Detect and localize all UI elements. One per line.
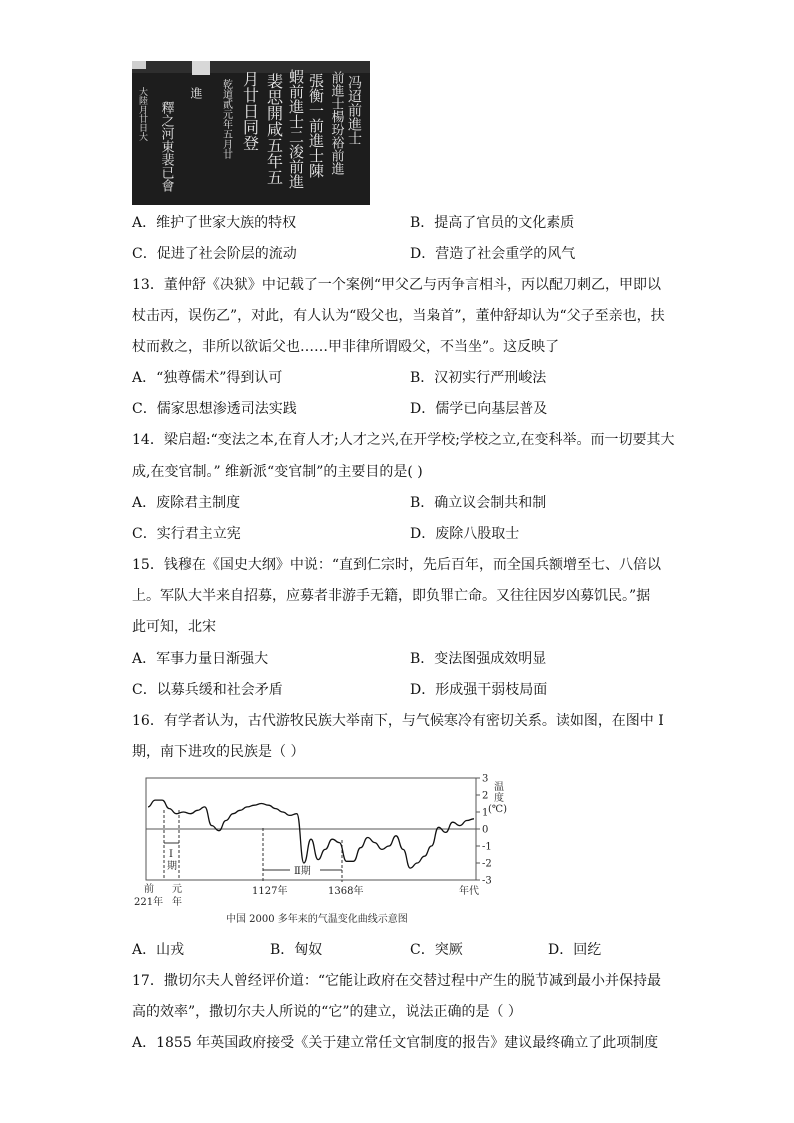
q16-option-c: C．突厥 [410, 942, 463, 958]
x-label-era: 年代 [459, 886, 479, 897]
temperature-chart [132, 770, 512, 930]
y-axis-unit [488, 781, 507, 815]
rubbing-col-9: 釋之河東裴已會 [158, 101, 174, 192]
q17-line-1: 17．撒切尔夫人曾经评价道：“它能让政府在交替过程中产生的脱节减到最小并保持最 [132, 973, 661, 989]
rubbing-col-3: 張衡一前進士陳 [307, 73, 325, 178]
q16-option-b: B．匈奴 [270, 942, 323, 958]
period1-label-b: 期 [167, 861, 177, 872]
q16-line-1: 16．有学者认为，古代游牧民族大举南下，与气候寒冷有密切关系。读如图，在图中 I [132, 713, 664, 729]
q16-line-2: 期，南下进攻的民族是（ ） [132, 744, 305, 760]
q12-option-b: B．提高了官员的文化素质 [410, 215, 575, 231]
q15-line-2: 上。军队大半来自招募，应募者非游手无籍，即负罪亡命。又往往因岁凶募饥民。”据 [132, 588, 651, 604]
y-axis-ticks [476, 774, 492, 887]
q15-line-1: 15．钱穆在《国史大纲》中说：“直到仁宗时，先后百年，而全国兵额增至七、八倍以 [132, 557, 661, 573]
rubbing-col-6: 月廿日同登 [240, 71, 260, 151]
q12-option-c: C．促进了社会阶层的流动 [132, 246, 297, 262]
y-tick-label: 0 [482, 824, 489, 836]
y-tick-label: 1 [482, 807, 489, 819]
q13-line-2: 杖击丙，误伤乙”，对此，有人认为“殴父也，当枭首”，董仲舒却认为“父子至亲也，扶 [132, 308, 665, 324]
chart-title: 中国 2000 多年来的气温变化曲线示意图 [226, 914, 408, 925]
q14-option-a: A．废除君主制度 [132, 495, 241, 511]
q14-line-1: 14．梁启超:“变法之本,在育人才;人才之兴,在开学校;学校之立,在变科举。而一切要其大 [132, 432, 675, 448]
x-axis-labels [134, 882, 479, 908]
rubbing-svg [132, 61, 370, 205]
q16-option-a: A．山戎 [132, 942, 185, 958]
q15-option-a: A．军事力量日渐强大 [132, 651, 269, 667]
x-label-bc221-top: 前 [144, 884, 154, 895]
q13-option-b: B．汉初实行严刑峻法 [410, 370, 547, 386]
y-tick-label: -1 [482, 841, 492, 853]
y-unit-char-1: 温 [494, 782, 504, 793]
q13-line-1: 13．董仲舒《决狱》中记载了一个案例“甲父乙与丙争言相斗，丙以配刀刺乙，甲即以 [132, 277, 661, 293]
y-tick-label: -2 [482, 858, 492, 870]
q15-option-c: C．以募兵缓和社会矛盾 [132, 682, 283, 698]
q12-option-a: A．维护了世家大族的特权 [132, 215, 297, 231]
period1-label-a: I [169, 849, 173, 860]
period2-label: Ⅱ期 [294, 866, 311, 877]
x-label-yuan-bottom: 年 [172, 897, 182, 908]
q17-line-2: 高的效率”，撒切尔夫人所说的“它”的建立，说法正确的是（ ） [132, 1004, 522, 1020]
x-label-1368: 1368年 [328, 886, 364, 897]
q15-option-b: B．变法图强成效明显 [410, 651, 547, 667]
x-label-1127: 1127年 [252, 886, 288, 897]
y-tick-label: 2 [482, 790, 489, 802]
rubbing-col-1: 冯迢前進士 [346, 75, 362, 145]
q14-option-b: B．确立议会制共和制 [410, 495, 547, 511]
q13-line-3: 杖而救之，非所以欲诟父也……甲非律所谓殴父，不当坐”。这反映了 [132, 339, 560, 355]
q15-line-3: 此可知，北宋 [132, 619, 216, 635]
rubbing-col-5: 裴思開咸五年五 [264, 73, 284, 185]
y-tick-label: 3 [482, 773, 489, 785]
q14-line-2: 成,在变官制。” 维新派“变官制”的主要目的是( ) [132, 464, 423, 480]
rubbing-col-8: 進 [189, 87, 203, 99]
q14-option-c: C．实行君主立宪 [132, 526, 241, 542]
y-tick-label: -3 [482, 875, 492, 887]
rubbing-col-4: 蝦前進士二浚前進 [287, 69, 305, 189]
y-unit-char-3: (℃) [488, 804, 507, 815]
q13-option-d: D．儒学已向基层普及 [410, 401, 548, 417]
rubbing-col-7: 乾道貳元年五月廿 [220, 79, 232, 159]
q12-option-d: D．营造了社会重学的风气 [410, 246, 576, 262]
q13-option-c: C．儒家思想渗透司法实践 [132, 401, 297, 417]
x-label-yuan-top: 元 [172, 884, 182, 895]
q15-option-d: D．形成强干弱枝局面 [410, 682, 548, 698]
q17-option-a: A．1855 年英国政府接受《关于建立常任文官制度的报告》建议最终确立了此项制度 [132, 1035, 659, 1051]
stele-rubbing-image [132, 61, 370, 205]
q14-option-d: D．废除八股取士 [410, 526, 520, 542]
temperature-chart-svg [132, 770, 512, 930]
rubbing-col-10: 大陸月廿日大 [137, 87, 147, 141]
y-unit-char-2: 度 [494, 793, 504, 804]
q13-option-a: A．“独尊儒术”得到认可 [132, 370, 283, 386]
q16-option-d: D．回纥 [548, 942, 602, 958]
x-label-bc221-bottom: 221年 [134, 897, 164, 908]
rubbing-col-2: 前進士楊玢裕前進 [328, 71, 344, 175]
temperature-series-line [148, 800, 474, 868]
